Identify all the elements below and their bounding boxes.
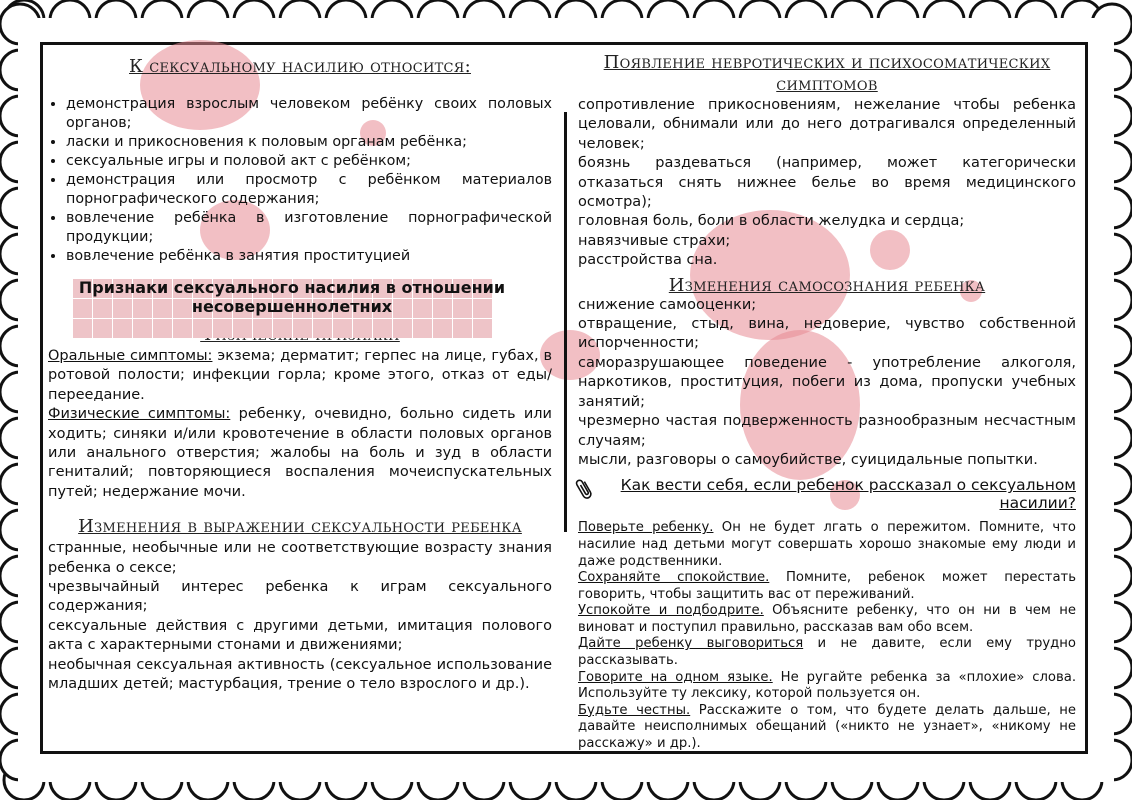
sexuality-item: чрезвычайный интерес ребенка к играм сексуального содержания;	[48, 579, 552, 615]
physical-symptoms	[48, 405, 552, 502]
definition-list	[48, 95, 552, 266]
self-awareness-item: мысли, разговоры о самоубийстве, суицидальные попытки.	[578, 451, 1038, 468]
section-heading-self-awareness: Изменения самосознания ребенка	[668, 274, 986, 296]
tip-label: Сохраняйте спокойствие.	[578, 570, 770, 586]
tip-label: Говорите на одном языке.	[578, 669, 773, 685]
column-divider	[564, 112, 567, 532]
oral-symptoms	[48, 347, 552, 405]
sexuality-item: сексуальные действия с другими детьми, имитация полового акта с характерными стонами и движениями;	[48, 617, 552, 654]
section-heading-definition: К сексуальному насилию относится:	[129, 56, 471, 77]
self-awareness-item: отвращение, стыд, вина, недоверие, чувство собственной испорченности;	[578, 316, 1076, 352]
physical-label: Физические симптомы:	[48, 406, 231, 423]
list-item: • ласки и прикосновения к половым органам ребёнка;	[66, 133, 552, 152]
list-item: • демонстрация взрослым человеком ребёнку своих половых органов;	[66, 95, 552, 133]
list-item: • сексуальные игры и половой акт с ребёнком;	[66, 152, 552, 171]
self-awareness-item: снижение самооценки;	[578, 296, 757, 313]
tip-label: Дайте ребенку выговориться	[578, 636, 804, 652]
sexuality-item: странные, необычные или не соответствующие возрасту знания ребенка о сексе;	[48, 540, 552, 576]
signs-title: Признаки сексуального насилия в отношении несовершеннолетних	[78, 278, 506, 316]
physical-text: ребенку, очевидно, больно сидеть или ходить; синяки и/или кровотечение в области половых органов или анального отверстия; жалобы на боль и зуд в области гениталий; повторяющиеся воспаления мочеиспускательных путей; недержание мочи.	[48, 406, 552, 500]
section-heading-howto: Как вести себя, если ребенок рассказал о сексуальном насилии?	[620, 476, 1076, 513]
tip-text: Помните, ребенок может перестать говорить, чтобы защитить вас от переживаний.	[578, 570, 1076, 602]
neurotic-item: сопротивление прикосновениям, нежелание чтобы ребенка целовали, обнимали или до него дотрагивался определенный человек;	[578, 97, 1076, 152]
list-item: • вовлечение ребёнка в изготовление порнографической продукции;	[66, 209, 552, 247]
neurotic-item: головная боль, боли в области желудка и сердца;	[578, 213, 965, 230]
tip-text: Не ругайте ребенка за «плохие» слова. Используйте ту лексику, которой пользуется он.	[578, 669, 1077, 702]
neurotic-item: навязчивые страхи;	[578, 232, 731, 249]
list-item: • демонстрация или просмотр с ребёнком материалов порнографического содержания;	[66, 171, 552, 209]
neurotic-item: боязнь раздеваться (например, может категорически отказаться снять нижнее белье во время медицинского осмотра);	[578, 155, 1076, 211]
oral-text: экзема; дерматит; герпес на лице, губах, в ротовой полости; инфекции горла; кроме этого, отказ от еды/ переедание.	[48, 348, 552, 403]
left-column	[48, 52, 552, 695]
tip-item	[578, 636, 1076, 669]
tip-item	[578, 570, 1076, 603]
tip-text: и не давите, если ему трудно рассказывать.	[578, 636, 1076, 669]
tip-item	[578, 603, 1076, 636]
tip-label: Поверьте ребенку.	[578, 520, 714, 536]
tip-item	[578, 520, 1076, 570]
tips-list	[578, 520, 1076, 752]
self-awareness-item: саморазрушающее поведение - употребление алкоголя, наркотиков, проституция, побеги из дома, пропуски учебных занятий;	[578, 354, 1076, 410]
section-heading-sexuality: Изменения в выражении сексуальности ребенка	[78, 516, 522, 538]
oral-label: Оральные симптомы:	[48, 348, 213, 364]
tip-text: Объясните ребенку, что он ни в чем не виноват и поступил правильно, рассказав вам обо всем.	[578, 603, 1076, 635]
sexuality-item: необычная сексуальная активность (сексуальное использование младших детей; мастурбация, трение о тело взрослого и др.).	[48, 656, 552, 693]
tip-item	[578, 703, 1076, 753]
tip-item	[578, 670, 1076, 703]
tip-label: Будьте честны.	[578, 702, 691, 718]
howto-heading-row	[578, 476, 1076, 512]
self-awareness-item: чрезмерно частая подверженность разнообразным несчастным случаям;	[578, 413, 1076, 449]
section-heading-neurotic: Появление невротических и психосоматических симптомов	[603, 52, 1051, 95]
tip-text: Он не будет лгать о пережитом. Помните, что насилие над детьми могут совершать хорошо знакомые ему люди и даже родственники.	[578, 520, 1076, 569]
right-column	[578, 52, 1076, 753]
list-item: • вовлечение ребёнка в занятия проституцией	[66, 247, 552, 266]
tip-label: Успокойте и подбодрите.	[578, 603, 764, 619]
tip-text: Расскажите о том, что будете делать дальше, не давайте неисполнимых обещаний («никто не узнает», «никому не расскажу» и др.).	[578, 702, 1076, 752]
neurotic-item: расстройства сна.	[578, 252, 718, 269]
grid-decoration-box	[72, 278, 506, 338]
